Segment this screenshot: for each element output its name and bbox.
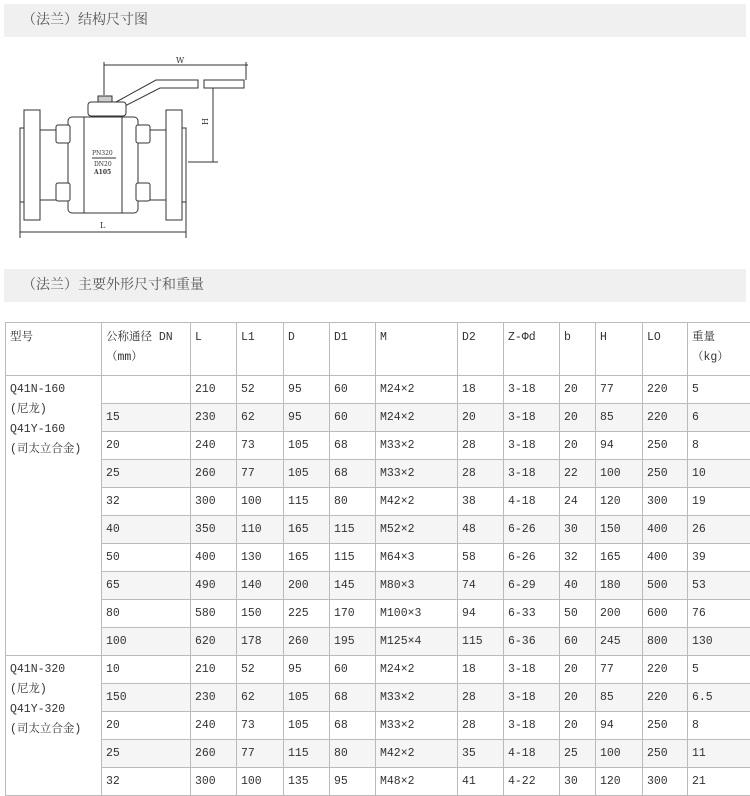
stamp-pressure: PN320 <box>92 150 113 157</box>
table-cell: 250 <box>643 460 688 488</box>
table-cell: 58 <box>458 544 504 572</box>
table-row <box>6 460 750 488</box>
column-header-label: M <box>380 331 387 344</box>
table-cell: 20 <box>560 684 596 712</box>
table-cell: 300 <box>191 488 237 516</box>
table-cell: 130 <box>688 628 750 656</box>
model-line: Q41N-160 <box>10 380 97 400</box>
table-cell: 220 <box>643 684 688 712</box>
table-row <box>6 488 750 516</box>
table-cell: 60 <box>330 656 376 684</box>
column-header <box>643 323 688 376</box>
table-cell: M42×2 <box>376 488 458 516</box>
table-cell: 20 <box>560 656 596 684</box>
model-line: (尼龙) <box>10 400 97 420</box>
table-cell: 80 <box>330 488 376 516</box>
table-cell: 94 <box>596 712 643 740</box>
table-cell: 400 <box>643 516 688 544</box>
table-cell: 38 <box>458 488 504 516</box>
table-cell: 400 <box>191 544 237 572</box>
table-cell: 5 <box>688 656 750 684</box>
table-cell: 3-18 <box>504 712 560 740</box>
table-cell: 3-18 <box>504 404 560 432</box>
table-cell: 165 <box>596 544 643 572</box>
table-cell: 32 <box>560 544 596 572</box>
table-cell: 20 <box>560 376 596 404</box>
table-cell: 73 <box>237 712 284 740</box>
table-cell: 580 <box>191 600 237 628</box>
model-line: (司太立合金) <box>10 720 97 740</box>
table-cell: 68 <box>330 712 376 740</box>
table-row <box>6 516 750 544</box>
table-cell: M125×4 <box>376 628 458 656</box>
table-cell: 11 <box>688 740 750 768</box>
table-cell: 52 <box>237 376 284 404</box>
table-cell: 195 <box>330 628 376 656</box>
column-header-label: L <box>195 331 202 344</box>
table-cell: 40 <box>560 572 596 600</box>
table-cell: 62 <box>237 404 284 432</box>
table-cell: 28 <box>458 684 504 712</box>
ball-valve-dimension-diagram <box>8 50 248 245</box>
table-cell: 20 <box>102 432 191 460</box>
table-cell: 19 <box>688 488 750 516</box>
table-row <box>6 404 750 432</box>
table-cell: 400 <box>643 544 688 572</box>
column-header-label: D <box>288 331 295 344</box>
column-header-label: Z-Φd <box>508 331 536 344</box>
table-cell: 6-29 <box>504 572 560 600</box>
h-label: H <box>201 118 210 125</box>
table-cell: 65 <box>102 572 191 600</box>
model-line: (司太立合金) <box>10 440 97 460</box>
table-cell: 6-36 <box>504 628 560 656</box>
table-cell: 35 <box>458 740 504 768</box>
table-cell: 100 <box>596 740 643 768</box>
table-cell: 115 <box>284 740 330 768</box>
table-cell: 100 <box>102 628 191 656</box>
table-row <box>6 740 750 768</box>
table-cell: 10 <box>688 460 750 488</box>
table-cell: 300 <box>191 768 237 796</box>
table-cell: 32 <box>102 768 191 796</box>
table-cell: 150 <box>596 516 643 544</box>
stamp-material: A105 <box>93 169 111 176</box>
table-cell: 50 <box>560 600 596 628</box>
table-cell: 500 <box>643 572 688 600</box>
table-cell: 26 <box>688 516 750 544</box>
column-header <box>6 323 102 376</box>
table-row <box>6 628 750 656</box>
column-header-label: H <box>600 331 607 344</box>
table-cell: 80 <box>102 600 191 628</box>
model-line: (尼龙) <box>10 680 97 700</box>
table-cell: 130 <box>237 544 284 572</box>
table-cell: M24×2 <box>376 376 458 404</box>
table-cell: 180 <box>596 572 643 600</box>
table-cell: 150 <box>102 684 191 712</box>
model-cell <box>6 656 102 796</box>
table-cell: 178 <box>237 628 284 656</box>
table-cell: M24×2 <box>376 656 458 684</box>
table-cell: 115 <box>458 628 504 656</box>
table-cell: 20 <box>560 712 596 740</box>
table-cell: 600 <box>643 600 688 628</box>
table-row <box>6 656 750 684</box>
section-title-structure-diagram: （法兰）结构尺寸图 <box>4 4 746 37</box>
table-cell: M33×2 <box>376 432 458 460</box>
table-cell: 80 <box>330 740 376 768</box>
table-cell: M33×2 <box>376 712 458 740</box>
table-row <box>6 432 750 460</box>
column-header <box>458 323 504 376</box>
column-header-label: L1 <box>241 331 255 344</box>
table-row <box>6 600 750 628</box>
table-cell: 210 <box>191 376 237 404</box>
column-header <box>596 323 643 376</box>
table-cell: 3-18 <box>504 684 560 712</box>
table-cell: 3-18 <box>504 432 560 460</box>
table-cell: 85 <box>596 684 643 712</box>
table-cell: 24 <box>560 488 596 516</box>
table-cell: 76 <box>688 600 750 628</box>
table-cell: 15 <box>102 404 191 432</box>
table-cell: 6-26 <box>504 544 560 572</box>
table-cell: 115 <box>284 488 330 516</box>
table-cell: 22 <box>560 460 596 488</box>
table-cell: 77 <box>237 740 284 768</box>
column-header <box>688 323 750 376</box>
table-cell: M33×2 <box>376 684 458 712</box>
table-cell: 105 <box>284 712 330 740</box>
table-cell: 6-33 <box>504 600 560 628</box>
column-header <box>376 323 458 376</box>
table-cell: 105 <box>284 460 330 488</box>
table-cell: 8 <box>688 432 750 460</box>
table-cell: 77 <box>237 460 284 488</box>
table-cell: 115 <box>330 516 376 544</box>
table-cell: 68 <box>330 460 376 488</box>
table-cell: 200 <box>284 572 330 600</box>
table-cell: 230 <box>191 404 237 432</box>
table-cell: 68 <box>330 432 376 460</box>
table-cell: 18 <box>458 376 504 404</box>
column-header <box>330 323 376 376</box>
table-cell: 52 <box>237 656 284 684</box>
table-cell: 105 <box>284 432 330 460</box>
table-cell: M33×2 <box>376 460 458 488</box>
section-title-dimensions-weight: （法兰）主要外形尺寸和重量 <box>4 269 746 302</box>
table-cell: 6-26 <box>504 516 560 544</box>
table-cell: 28 <box>458 432 504 460</box>
table-cell: 32 <box>102 488 191 516</box>
table-cell: M100×3 <box>376 600 458 628</box>
table-cell: 245 <box>596 628 643 656</box>
table-cell: 6.5 <box>688 684 750 712</box>
table-cell: 95 <box>284 656 330 684</box>
table-cell: 25 <box>102 460 191 488</box>
table-cell: 21 <box>688 768 750 796</box>
table-cell: 210 <box>191 656 237 684</box>
model-line: Q41Y-160 <box>10 420 97 440</box>
table-cell: 60 <box>330 404 376 432</box>
column-header-label: D1 <box>334 331 348 344</box>
table-cell: 95 <box>284 376 330 404</box>
stamp-dn: DN20 <box>94 161 112 168</box>
table-cell: 94 <box>596 432 643 460</box>
table-cell: 77 <box>596 656 643 684</box>
table-cell: M42×2 <box>376 740 458 768</box>
table-header-row <box>6 323 750 376</box>
table-cell: 48 <box>458 516 504 544</box>
table-cell: 28 <box>458 460 504 488</box>
table-cell <box>102 376 191 404</box>
table-cell: 135 <box>284 768 330 796</box>
table-cell: 53 <box>688 572 750 600</box>
column-header-label: 型号 <box>10 331 33 344</box>
table-cell: 100 <box>596 460 643 488</box>
table-cell: 115 <box>330 544 376 572</box>
table-cell: 220 <box>643 376 688 404</box>
table-cell: 5 <box>688 376 750 404</box>
table-cell: 490 <box>191 572 237 600</box>
table-cell: 170 <box>330 600 376 628</box>
table-row <box>6 712 750 740</box>
table-cell: 4-22 <box>504 768 560 796</box>
table-cell: M24×2 <box>376 404 458 432</box>
table-cell: 60 <box>330 376 376 404</box>
table-row <box>6 376 750 404</box>
table-cell: M64×3 <box>376 544 458 572</box>
model-cell <box>6 376 102 656</box>
column-header <box>191 323 237 376</box>
column-header <box>504 323 560 376</box>
table-cell: 300 <box>643 488 688 516</box>
table-cell: 260 <box>191 460 237 488</box>
table-cell: 60 <box>560 628 596 656</box>
table-cell: 120 <box>596 488 643 516</box>
l-label: L <box>100 221 106 230</box>
table-cell: 3-18 <box>504 460 560 488</box>
column-header <box>284 323 330 376</box>
table-cell: 20 <box>560 404 596 432</box>
table-cell: 220 <box>643 656 688 684</box>
table-cell: 100 <box>237 488 284 516</box>
table-cell: M52×2 <box>376 516 458 544</box>
table-cell: 300 <box>643 768 688 796</box>
table-row <box>6 572 750 600</box>
table-cell: 95 <box>330 768 376 796</box>
column-header-label: LO <box>647 331 661 344</box>
table-cell: 50 <box>102 544 191 572</box>
table-cell: 20 <box>102 712 191 740</box>
table-cell: 18 <box>458 656 504 684</box>
table-cell: 8 <box>688 712 750 740</box>
table-cell: 150 <box>237 600 284 628</box>
table-cell: 250 <box>643 712 688 740</box>
table-cell: 250 <box>643 432 688 460</box>
table-cell: 800 <box>643 628 688 656</box>
table-cell: 200 <box>596 600 643 628</box>
table-cell: M48×2 <box>376 768 458 796</box>
column-header <box>102 323 191 376</box>
table-cell: 3-18 <box>504 656 560 684</box>
table-cell: 39 <box>688 544 750 572</box>
table-cell: 40 <box>102 516 191 544</box>
table-cell: 3-18 <box>504 376 560 404</box>
column-header-unit: （kg） <box>692 351 729 364</box>
table-cell: 85 <box>596 404 643 432</box>
table-cell: 73 <box>237 432 284 460</box>
w-label: W <box>176 56 185 65</box>
table-cell: 25 <box>560 740 596 768</box>
table-cell: 225 <box>284 600 330 628</box>
table-cell: 77 <box>596 376 643 404</box>
table-cell: 20 <box>560 432 596 460</box>
model-line: Q41N-320 <box>10 660 97 680</box>
table-cell: 41 <box>458 768 504 796</box>
table-cell: 4-18 <box>504 740 560 768</box>
column-header-label: 公称通径 DN <box>106 331 173 344</box>
table-cell: 94 <box>458 600 504 628</box>
table-cell: 6 <box>688 404 750 432</box>
column-header <box>237 323 284 376</box>
table-cell: 240 <box>191 712 237 740</box>
table-cell: 350 <box>191 516 237 544</box>
model-line: Q41Y-320 <box>10 700 97 720</box>
column-header-label: 重量 <box>692 331 715 344</box>
column-header <box>560 323 596 376</box>
table-row <box>6 768 750 796</box>
table-cell: 165 <box>284 544 330 572</box>
table-cell: 120 <box>596 768 643 796</box>
table-cell: 10 <box>102 656 191 684</box>
table-cell: 100 <box>237 768 284 796</box>
table-cell: 250 <box>643 740 688 768</box>
table-cell: 25 <box>102 740 191 768</box>
table-cell: M80×3 <box>376 572 458 600</box>
table-cell: 145 <box>330 572 376 600</box>
table-cell: 28 <box>458 712 504 740</box>
table-cell: 30 <box>560 768 596 796</box>
table-cell: 95 <box>284 404 330 432</box>
column-header-label: b <box>564 331 571 344</box>
table-cell: 74 <box>458 572 504 600</box>
table-cell: 165 <box>284 516 330 544</box>
table-cell: 20 <box>458 404 504 432</box>
table-row <box>6 544 750 572</box>
column-header-label: D2 <box>462 331 476 344</box>
dimensions-weight-table <box>5 322 750 796</box>
table-cell: 62 <box>237 684 284 712</box>
table-cell: 220 <box>643 404 688 432</box>
table-cell: 105 <box>284 684 330 712</box>
table-cell: 620 <box>191 628 237 656</box>
column-header-unit: （mm） <box>106 351 143 364</box>
table-cell: 140 <box>237 572 284 600</box>
table-cell: 230 <box>191 684 237 712</box>
table-cell: 30 <box>560 516 596 544</box>
table-cell: 260 <box>191 740 237 768</box>
table-cell: 4-18 <box>504 488 560 516</box>
table-cell: 260 <box>284 628 330 656</box>
table-row <box>6 684 750 712</box>
table-cell: 240 <box>191 432 237 460</box>
table-cell: 110 <box>237 516 284 544</box>
table-cell: 68 <box>330 684 376 712</box>
